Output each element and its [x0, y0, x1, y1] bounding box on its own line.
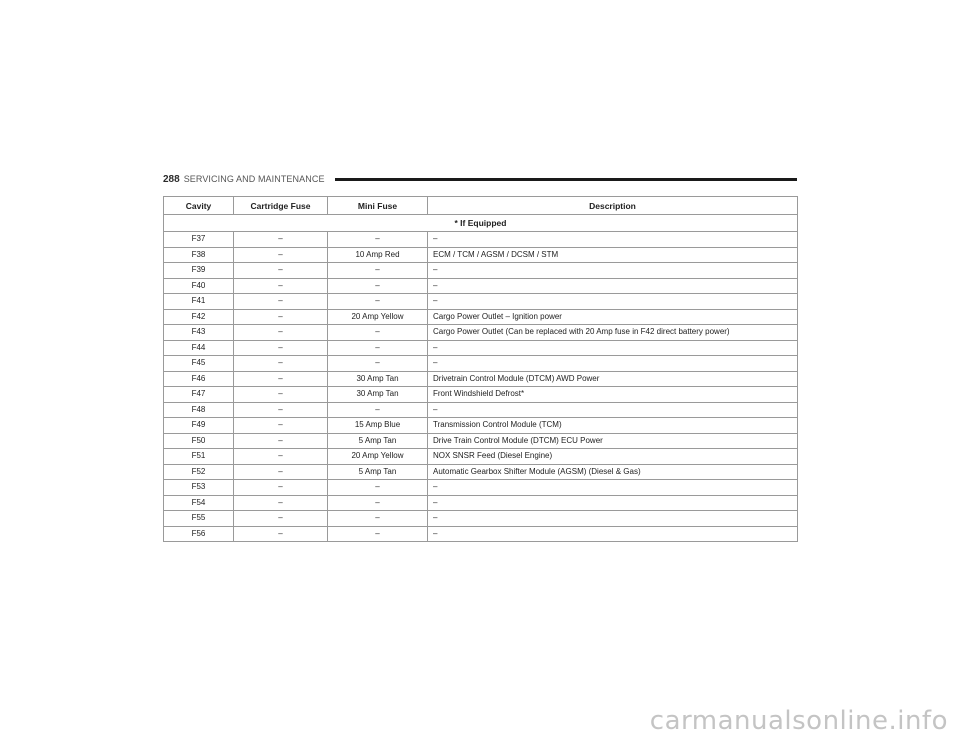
description-cell: –: [428, 480, 798, 496]
table-row: [164, 495, 798, 511]
mini-fuse-cell: 30 Amp Tan: [328, 387, 428, 403]
table-row: [164, 387, 798, 403]
table-row: [164, 371, 798, 387]
cavity-cell: F46: [164, 371, 234, 387]
cartridge-fuse-cell: –: [234, 371, 328, 387]
table-row: [164, 278, 798, 294]
table-row: [164, 309, 798, 325]
mini-fuse-cell: –: [328, 340, 428, 356]
table-row: [164, 480, 798, 496]
mini-fuse-cell: –: [328, 526, 428, 542]
cartridge-fuse-cell: –: [234, 464, 328, 480]
mini-fuse-cell: 5 Amp Tan: [328, 433, 428, 449]
mini-fuse-cell: 20 Amp Yellow: [328, 309, 428, 325]
mini-fuse-cell: –: [328, 263, 428, 279]
description-cell: Automatic Gearbox Shifter Module (AGSM) (Diesel & Gas): [428, 464, 798, 480]
cartridge-fuse-cell: –: [234, 449, 328, 465]
column-header-description: Description: [428, 197, 798, 215]
description-cell: –: [428, 263, 798, 279]
mini-fuse-cell: –: [328, 356, 428, 372]
cavity-cell: F37: [164, 232, 234, 248]
mini-fuse-cell: 15 Amp Blue: [328, 418, 428, 434]
description-cell: –: [428, 340, 798, 356]
cartridge-fuse-cell: –: [234, 309, 328, 325]
column-header-cavity: Cavity: [164, 197, 234, 215]
cavity-cell: F48: [164, 402, 234, 418]
cavity-cell: F53: [164, 480, 234, 496]
cartridge-fuse-cell: –: [234, 402, 328, 418]
mini-fuse-cell: –: [328, 232, 428, 248]
table-row: [164, 449, 798, 465]
table-row: [164, 232, 798, 248]
page-number: 288: [163, 173, 180, 185]
cartridge-fuse-cell: –: [234, 480, 328, 496]
cavity-cell: F44: [164, 340, 234, 356]
cavity-cell: F38: [164, 247, 234, 263]
table-row: [164, 526, 798, 542]
description-cell: –: [428, 402, 798, 418]
mini-fuse-cell: 20 Amp Yellow: [328, 449, 428, 465]
table-row: [164, 418, 798, 434]
mini-fuse-cell: 5 Amp Tan: [328, 464, 428, 480]
cartridge-fuse-cell: –: [234, 433, 328, 449]
fuse-table: [163, 196, 798, 542]
watermark: carmanualsonline.info: [649, 706, 948, 736]
description-cell: –: [428, 232, 798, 248]
cavity-cell: F41: [164, 294, 234, 310]
description-cell: –: [428, 495, 798, 511]
if-equipped-note-row: [164, 215, 798, 232]
table-row: [164, 356, 798, 372]
cartridge-fuse-cell: –: [234, 495, 328, 511]
column-header-cartridge-fuse: Cartridge Fuse: [234, 197, 328, 215]
header-rule: [335, 178, 797, 181]
table-row: [164, 340, 798, 356]
description-cell: Drivetrain Control Module (DTCM) AWD Power: [428, 371, 798, 387]
column-header-mini-fuse: Mini Fuse: [328, 197, 428, 215]
cavity-cell: F52: [164, 464, 234, 480]
cartridge-fuse-cell: –: [234, 294, 328, 310]
description-cell: NOX SNSR Feed (Diesel Engine): [428, 449, 798, 465]
mini-fuse-cell: –: [328, 402, 428, 418]
mini-fuse-cell: –: [328, 495, 428, 511]
cavity-cell: F45: [164, 356, 234, 372]
cavity-cell: F56: [164, 526, 234, 542]
cartridge-fuse-cell: –: [234, 325, 328, 341]
table-row: [164, 263, 798, 279]
cartridge-fuse-cell: –: [234, 526, 328, 542]
cartridge-fuse-cell: –: [234, 387, 328, 403]
cavity-cell: F39: [164, 263, 234, 279]
table-row: [164, 247, 798, 263]
cartridge-fuse-cell: –: [234, 247, 328, 263]
cavity-cell: F50: [164, 433, 234, 449]
mini-fuse-cell: –: [328, 325, 428, 341]
cartridge-fuse-cell: –: [234, 340, 328, 356]
mini-fuse-cell: 30 Amp Tan: [328, 371, 428, 387]
description-cell: ECM / TCM / AGSM / DCSM / STM: [428, 247, 798, 263]
description-cell: Cargo Power Outlet – Ignition power: [428, 309, 798, 325]
description-cell: –: [428, 278, 798, 294]
cavity-cell: F43: [164, 325, 234, 341]
table-row: [164, 464, 798, 480]
table-row: [164, 511, 798, 527]
mini-fuse-cell: 10 Amp Red: [328, 247, 428, 263]
cavity-cell: F51: [164, 449, 234, 465]
section-title: SERVICING AND MAINTENANCE: [183, 174, 325, 184]
cartridge-fuse-cell: –: [234, 232, 328, 248]
mini-fuse-cell: –: [328, 511, 428, 527]
cavity-cell: F40: [164, 278, 234, 294]
cavity-cell: F42: [164, 309, 234, 325]
table-row: [164, 294, 798, 310]
description-cell: –: [428, 526, 798, 542]
cartridge-fuse-cell: –: [234, 278, 328, 294]
cavity-cell: F49: [164, 418, 234, 434]
description-cell: Cargo Power Outlet (Can be replaced with 20 Amp fuse in F42 direct battery power): [428, 325, 798, 341]
cavity-cell: F47: [164, 387, 234, 403]
description-cell: Transmission Control Module (TCM): [428, 418, 798, 434]
table-row: [164, 325, 798, 341]
description-cell: –: [428, 511, 798, 527]
description-cell: –: [428, 356, 798, 372]
if-equipped-note: * If Equipped: [164, 215, 798, 232]
cartridge-fuse-cell: –: [234, 418, 328, 434]
mini-fuse-cell: –: [328, 278, 428, 294]
description-cell: –: [428, 294, 798, 310]
mini-fuse-cell: –: [328, 294, 428, 310]
description-cell: Drive Train Control Module (DTCM) ECU Power: [428, 433, 798, 449]
table-row: [164, 433, 798, 449]
mini-fuse-cell: –: [328, 480, 428, 496]
table-row: [164, 402, 798, 418]
page-header: [163, 172, 797, 186]
cavity-cell: F54: [164, 495, 234, 511]
description-cell: Front Windshield Defrost*: [428, 387, 798, 403]
table-header-row: [164, 197, 798, 215]
cartridge-fuse-cell: –: [234, 263, 328, 279]
cartridge-fuse-cell: –: [234, 511, 328, 527]
cavity-cell: F55: [164, 511, 234, 527]
cartridge-fuse-cell: –: [234, 356, 328, 372]
